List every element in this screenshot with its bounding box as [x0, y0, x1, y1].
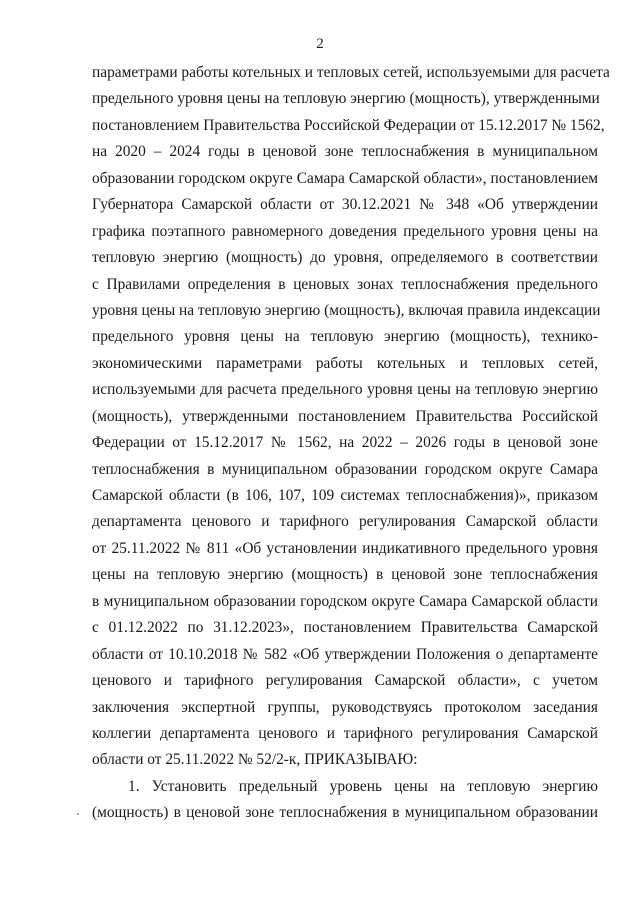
text-line: уровня цены на тепловую энергию (мощность), включая правила индексации [92, 301, 601, 319]
text-line: постановлением Правительства Российской Федерации от 15.12.2017 № 1562, [92, 116, 605, 134]
document-body [92, 60, 610, 827]
text-line: образовании городском округе Самара Самарской области», постановлением [92, 169, 598, 187]
page-number: 2 [316, 36, 324, 52]
list-item-line: 1. Установить предельный уровень цены на тепловую энергию [128, 777, 598, 795]
text-line: параметрами работы котельных и тепловых сетей, используемыми для расчета [92, 64, 610, 81]
scan-speck [77, 813, 79, 815]
text-line: от 25.11.2022 № 811 «Об установлении индикативного предельного уровня [92, 539, 598, 557]
text-line: Федерации от 15.12.2017 № 1562, на 2022 – 2026 годы в ценовой зоне [92, 434, 598, 452]
text-line: Губернатора Самарской области от 30.12.2021 № 348 «Об утверждении [92, 196, 598, 214]
text-line: экономическими параметрами работы котельных и тепловых сетей, [92, 354, 598, 372]
text-line: предельного уровня цены на тепловую энергию (мощность), технико- [92, 328, 598, 346]
text-line: с Правилами определения в ценовых зонах теплоснабжения предельного [92, 275, 598, 293]
text-line: коллегии департамента ценового и тарифного регулирования Самарской [92, 724, 598, 742]
text-line: тепловую энергию (мощность) до уровня, определяемого в соответствии [92, 249, 598, 267]
text-line: области от 25.11.2022 № 52/2-к, ПРИКАЗЫВАЮ: [92, 751, 418, 769]
text-line: используемыми для расчета предельного уровня цены на тепловую энергию [92, 381, 598, 399]
text-line: Самарской области (в 106, 107, 109 системах теплоснабжения)», приказом [92, 487, 598, 504]
text-line: ценового и тарифного регулирования Самарской области», с учетом [92, 672, 598, 690]
text-line: области от 10.10.2018 № 582 «Об утверждении Положения о департаменте [92, 645, 598, 663]
text-line: с 01.12.2022 по 31.12.2023», постановлением Правительства Самарской [92, 619, 598, 637]
text-line: цены на тепловую энергию (мощность) в ценовой зоне теплоснабжения [92, 566, 598, 584]
text-line: предельного уровня цены на тепловую энергию (мощность), утвержденными [92, 90, 600, 108]
text-line: теплоснабжения в муниципальном образовании городском округе Самара [92, 460, 598, 478]
text-line: графика поэтапного равномерного доведения предельного уровня цены на [92, 222, 598, 240]
text-line: департамента ценового и тарифного регулирования Самарской области [92, 513, 598, 531]
text-line: в муниципальном образовании городском округе Самара Самарской области [92, 592, 598, 610]
text-line: (мощность), утвержденными постановлением Правительства Российской [92, 407, 598, 425]
text-line: на 2020 – 2024 годы в ценовой зоне теплоснабжения в муниципальном [92, 143, 598, 161]
text-line: (мощность) в ценовой зоне теплоснабжения в муниципальном образовании [92, 804, 598, 822]
text-line: заключения экспертной группы, руководствуясь протоколом заседания [92, 698, 598, 716]
